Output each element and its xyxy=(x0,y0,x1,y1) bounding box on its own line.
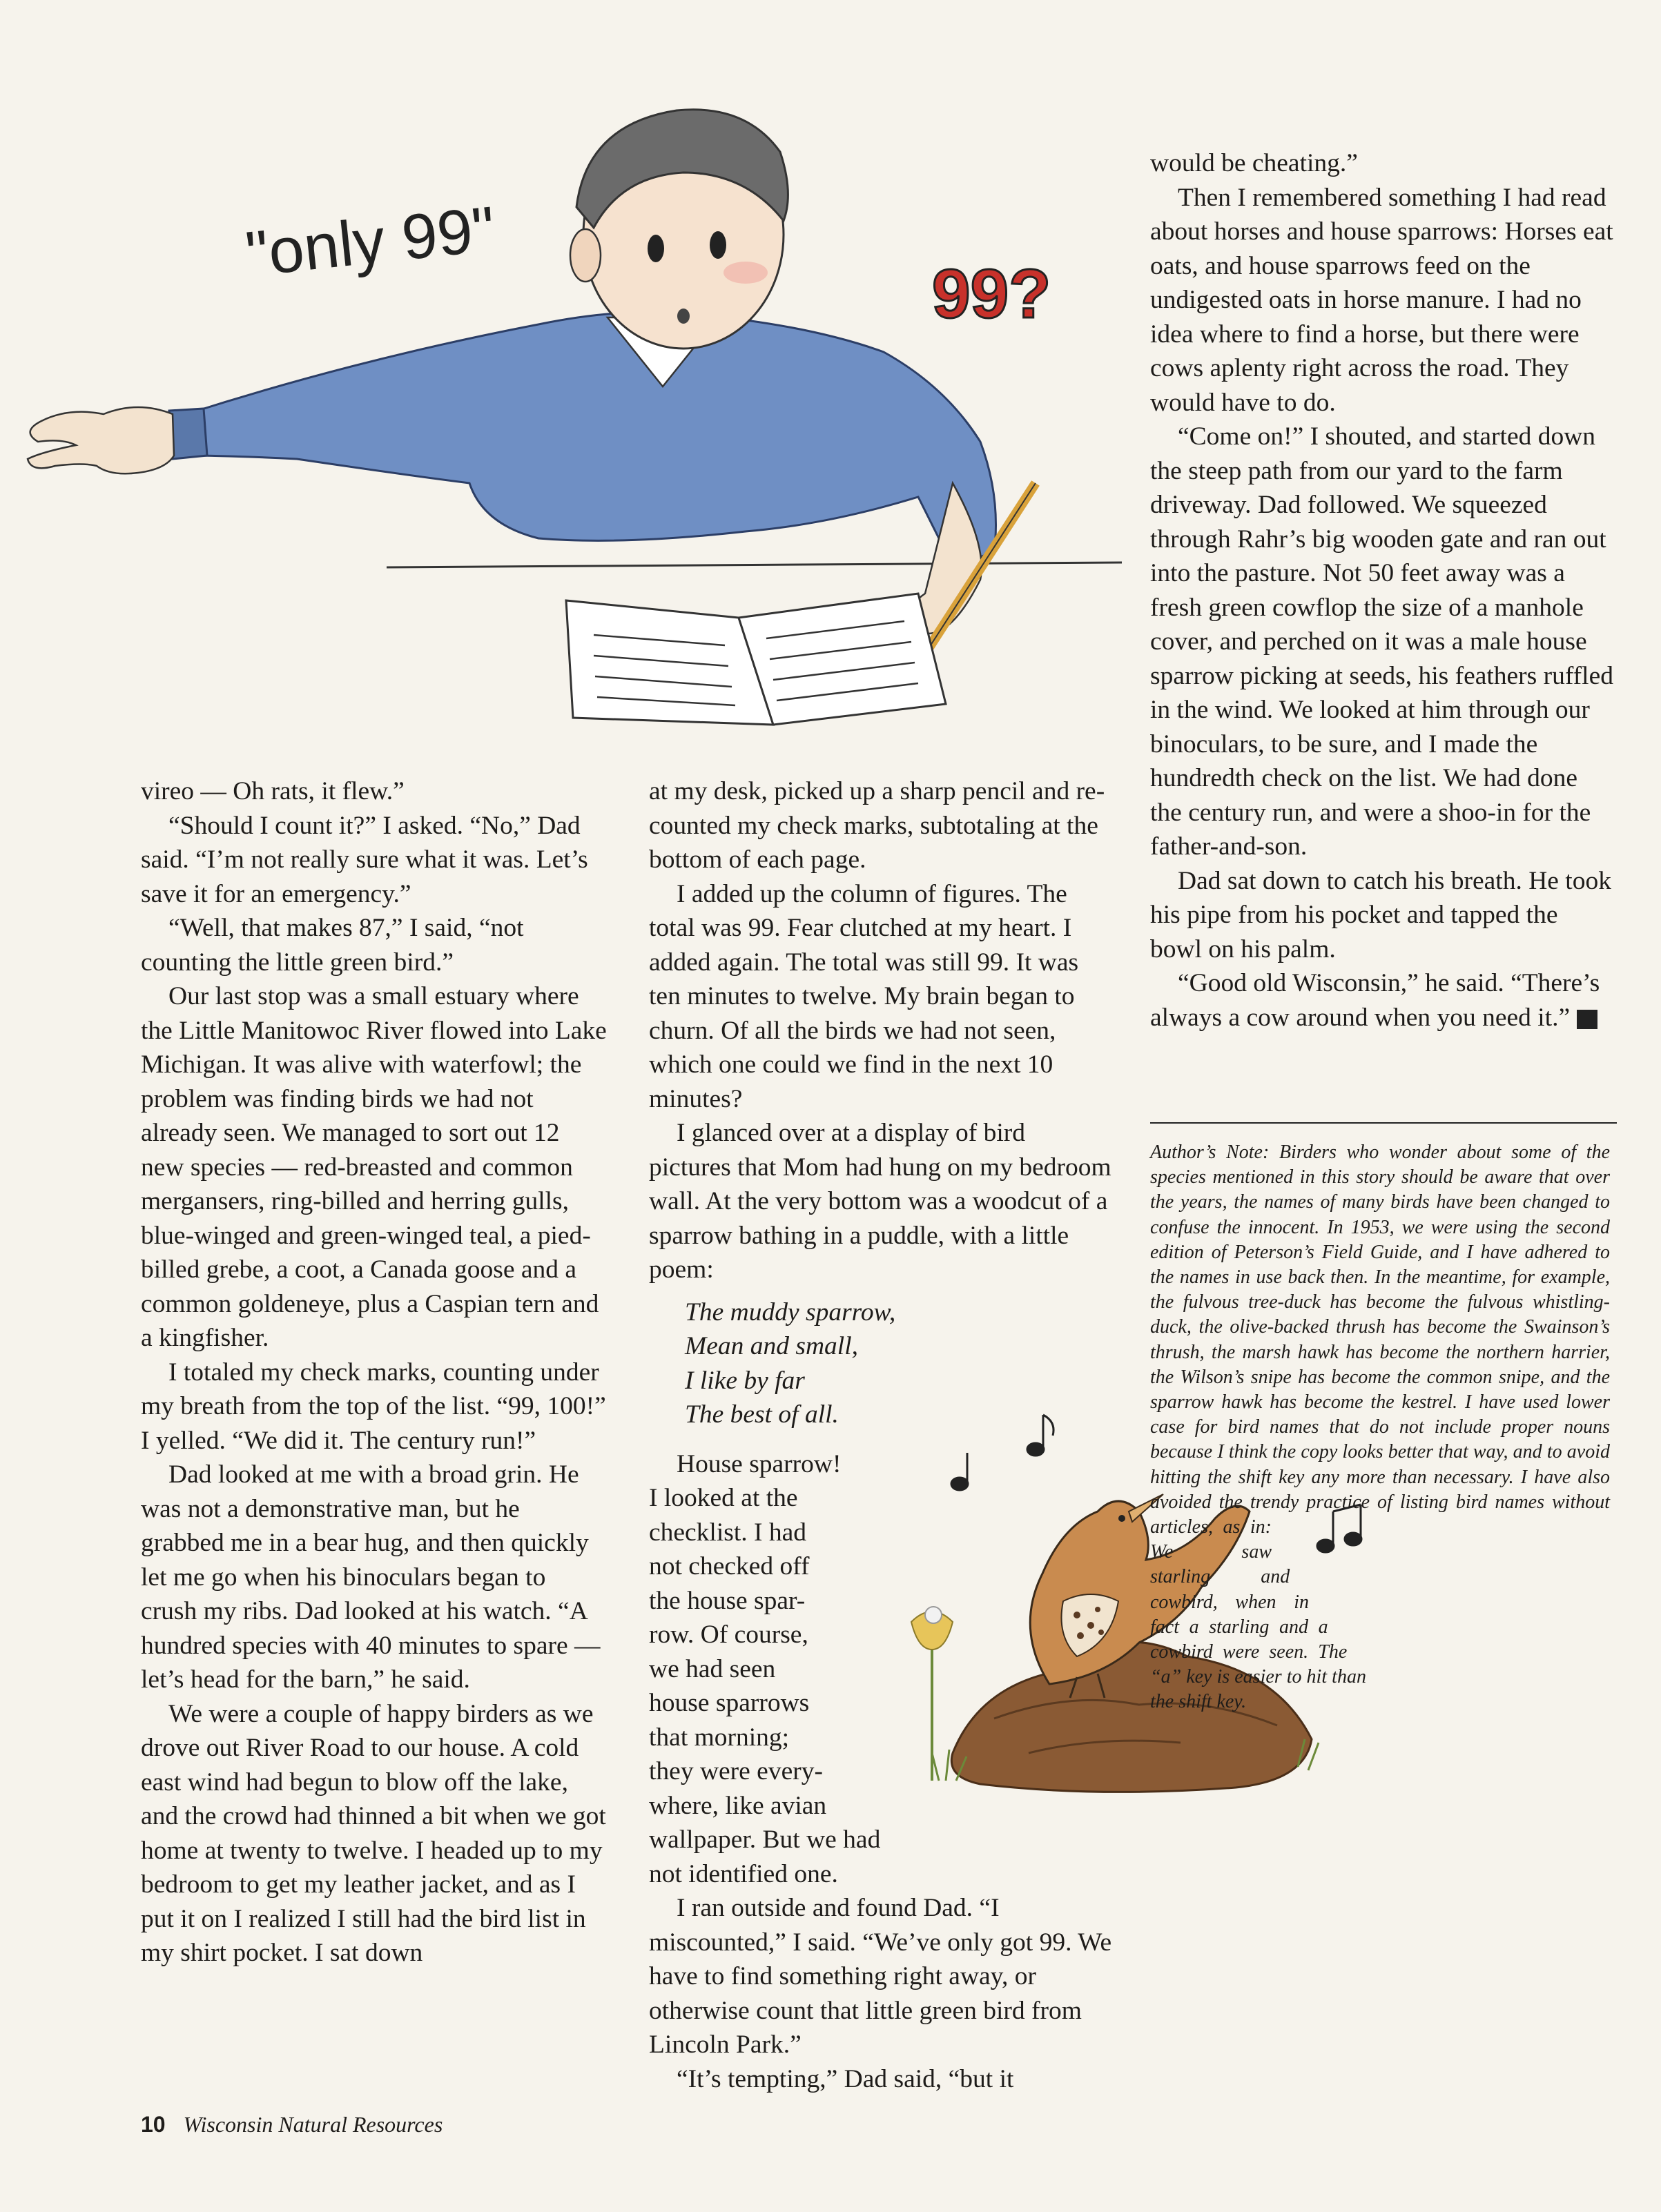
authors-note xyxy=(1150,1140,1617,1948)
col3-para: Then I remembered something I had read about horses and house sparrows: Horses eat oats, and house sparrows feed on the undigested oats in horse manure. I had no idea where to find a horse, but there were cows aplenty right across the road. They would have to do. xyxy=(1150,183,1613,417)
narrow-line: not checked off xyxy=(649,1552,810,1580)
narrow-line: where, like avian xyxy=(649,1791,827,1820)
end-mark-icon: W xyxy=(1577,1010,1597,1029)
col1-para: “Should I count it?” I asked. “No,” Dad said. “I’m not really sure what it was. Let’s save it for an emergency.” xyxy=(141,811,588,908)
text-column-3 xyxy=(1150,146,1618,1035)
page-footer xyxy=(141,2112,443,2137)
note-divider xyxy=(1150,1122,1617,1124)
narrow-line: House sparrow! xyxy=(677,1449,842,1478)
col3-para xyxy=(1150,966,1618,1035)
poem-line: The best of all. xyxy=(685,1400,839,1429)
poem-line: I like by far xyxy=(685,1366,805,1395)
col2-para: I ran outside and found Dad. “I miscounted,” I said. “We’ve only got 99. We have to find something right away, or otherwise count that little green bird from Lincoln Park.” xyxy=(649,1894,1112,2059)
page-number: 10 xyxy=(141,2112,166,2137)
magazine-title: Wisconsin Natural Resources xyxy=(183,2112,443,2137)
narrow-line: wallpaper. But we had xyxy=(649,1826,881,1854)
col2-para: at my desk, picked up a sharp pencil and re-counted my check marks, subtotaling at the bottom of each page. xyxy=(649,777,1105,874)
narrow-line: we had seen xyxy=(649,1654,776,1683)
authors-note-text: Author’s Note: Birders who wonder about some of the species mentioned in this story should be aware that over the years, the names of many birds have been changed to confuse the innocent. In 1953, we were using the second edition of Peterson’s Field Guide, and I have adhered to the names in use back then. In the meantime, for example, the fulvous tree-duck has become the fulvous whistling-duck, the olive-backed thrush has become the Swainson’s thrush, the marsh hawk has become the northern harrier, the Wilson’s snipe has become the common snipe, and the sparrow hawk has become the kestrel. I have used lower case for bird names that do not include proper nouns because I think the copy looks better that way, and to avoid hitting the shift key any more than necessary. I have also avoided the trendy practice of listing bird names without articles, as in: We saw starling and cowbird, when in fact a starling and a cowbird were seen. The “a” key is easier to hit than the shift key. xyxy=(1150,1142,1610,1713)
text-column-1 xyxy=(141,774,608,1970)
col1-para: I totaled my check marks, counting under my breath from the top of the list. “99, 100!” I yelled. “We did it. The century run!” xyxy=(141,1358,606,1455)
poem-line: Mean and small, xyxy=(685,1332,859,1360)
poem-line: The muddy sparrow, xyxy=(685,1298,896,1327)
col2-para: I added up the column of figures. The total was 99. Fear clutched at my heart. I added again. The total was still 99. It was ten minutes to twelve. My brain began to churn. Of all the birds we had not seen, which one could we find in the next 10 minutes? xyxy=(649,879,1079,1113)
narrow-line: the house spar- xyxy=(649,1586,806,1615)
caption-only-99: "only 99" xyxy=(242,193,499,290)
boy-at-desk-illustration xyxy=(0,0,1132,766)
col3-para: “Come on!” I shouted, and started down the steep path from our yard to the farm driveway. Dad followed. We squeezed through Rahr’s big wooden gate and ran out into the pasture. Not 50 feet away was a fresh green cowflop the size of a manhole cover, and perched on it was a male house sparrow picking at seeds, his feathers ruffled in the wind. We looked at him through our binoculars, to be sure, and I made the hundredth check on the list. We had done the century run, and were a shoo-in for the father-and-son. xyxy=(1150,422,1613,861)
col3-final-text: “Good old Wisconsin,” he said. “There’s always a cow around when you need it.” xyxy=(1150,969,1600,1032)
narrow-line: that morning; xyxy=(649,1723,790,1752)
col1-para: Our last stop was a small estuary where the Little Manitowoc River flowed into Lake Michigan. It was alive with waterfowl; the problem was finding birds we had not already seen. We managed to sort out 12 new species — red-breasted and common mergansers, ring-billed and herring gulls, blue-winged and green-winged teal, a pied-billed grebe, a coot, a Canada goose and a common goldeneye, plus a Caspian tern and a kingfisher. xyxy=(141,982,607,1352)
narrow-line: checklist. I had xyxy=(649,1518,807,1547)
col1-para: Dad looked at me with a broad grin. He was not a demonstrative man, but he grabbed me in a bear hug, and then quickly let me go when his binoculars began to crush my ribs. Dad looked at his watch. “A hundred species with 40 minutes to spare — let’s head for the barn,” he said. xyxy=(141,1460,601,1694)
narrow-line: not identified one. xyxy=(649,1859,838,1888)
col3-para: would be cheating.” xyxy=(1150,149,1358,177)
narrow-text-block xyxy=(649,1447,918,1892)
col2-para: “It’s tempting,” Dad said, “but it xyxy=(677,2064,1014,2093)
narrow-line: house sparrows xyxy=(649,1689,810,1717)
col2-para: I glanced over at a display of bird pictures that Mom had hung on my bedroom wall. At the very bottom was a woodcut of a sparrow bathing in a puddle, with a little poem: xyxy=(649,1119,1111,1284)
col1-para: vireo — Oh rats, it flew.” xyxy=(141,777,405,805)
col1-para: We were a couple of happy birders as we drove out River Road to our house. A cold east wind had begun to blow off the lake, and the crowd had thinned a bit when we got home at twenty to twelve. I headed up to my bedroom to get my leather jacket, and as I put it on I realized I still had the bird list in my shirt pocket. I sat down xyxy=(141,1699,606,1967)
col3-para: Dad sat down to catch his breath. He took his pipe from his pocket and tapped the bowl on his palm. xyxy=(1150,866,1611,963)
col1-para: “Well, that makes 87,” I said, “not counting the little green bird.” xyxy=(141,914,524,977)
narrow-line: I looked at the xyxy=(649,1484,798,1512)
caption-99-question: 99? xyxy=(932,255,1051,333)
narrow-line: they were every- xyxy=(649,1757,823,1785)
narrow-line: row. Of course, xyxy=(649,1621,808,1649)
